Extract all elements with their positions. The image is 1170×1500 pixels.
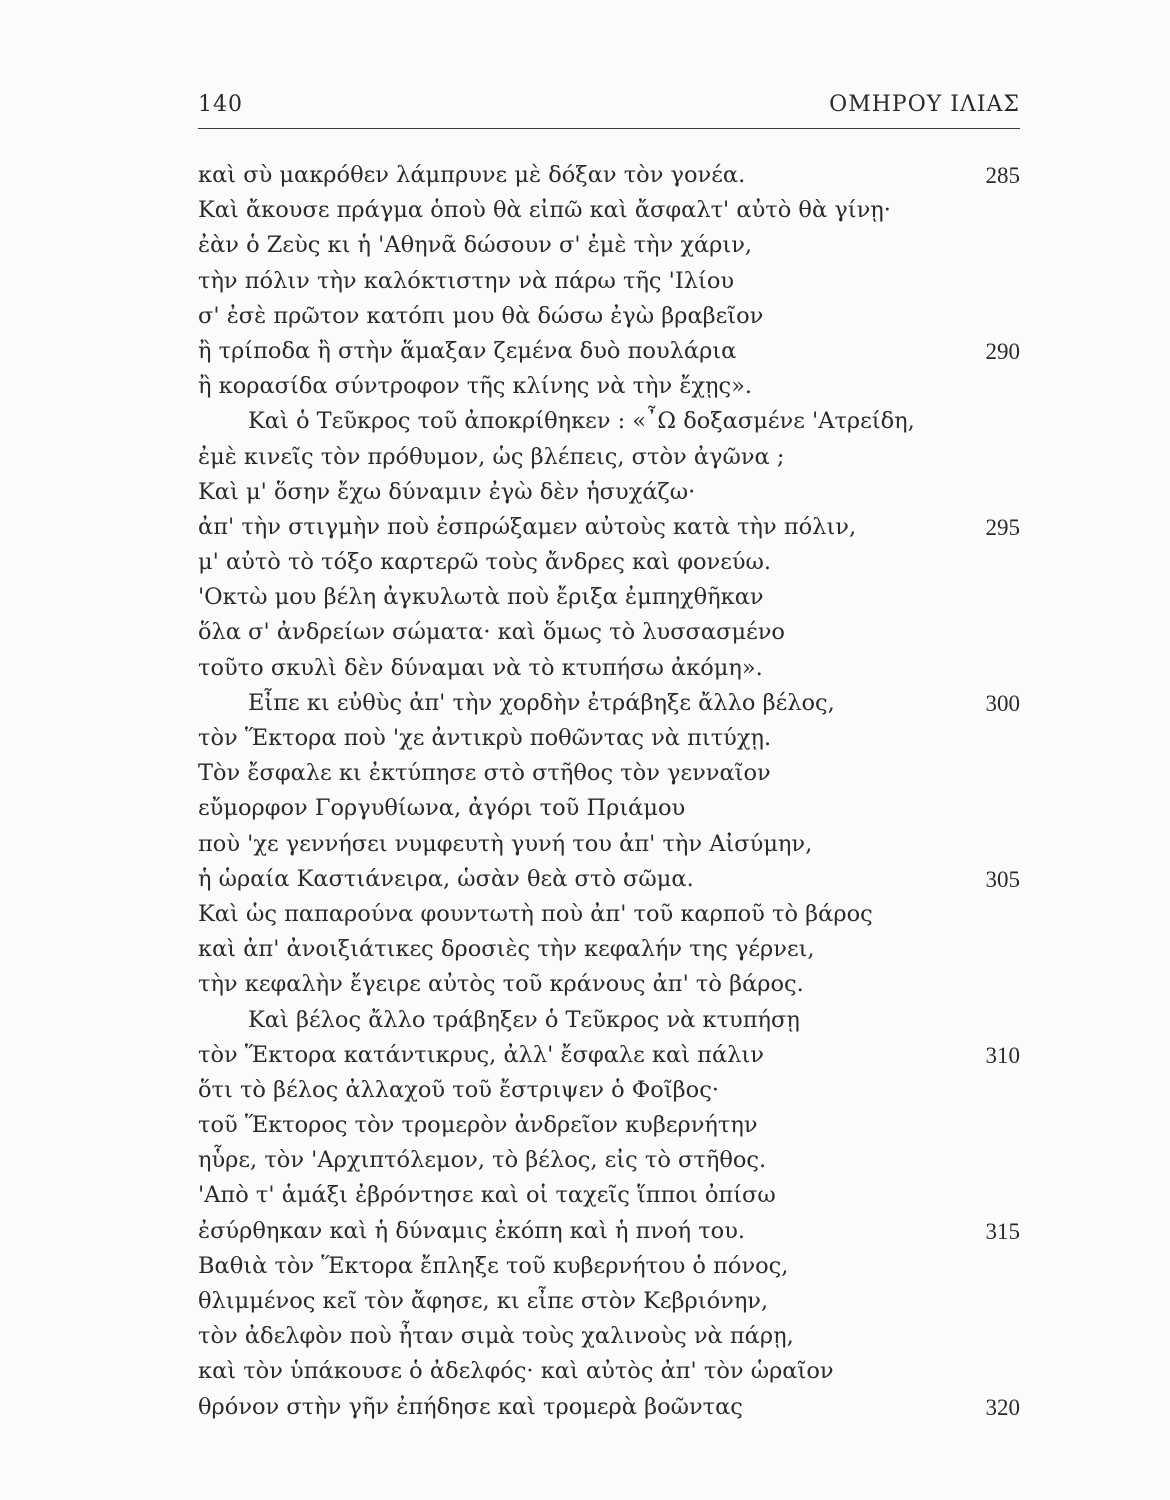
verse-line <box>198 967 1020 1002</box>
verse-text: ὅτι τὸ βέλος ἀλλαχοῦ τοῦ ἔστριψεν ὁ Φοῖβος· <box>198 1076 719 1103</box>
verse-line <box>198 1003 1020 1038</box>
verse-text: Βαθιὰ τὸν Ἕκτορα ἔπληξε τοῦ κυβερνήτου ὁ πόνος, <box>198 1252 789 1279</box>
line-number: 320 <box>985 1394 1020 1420</box>
verse-text: καὶ ἀπ' ἀνοιξιάτικες δροσιὲς τὴν κεφαλήν της γέρνει, <box>198 936 815 963</box>
verse-text: καὶ σὺ μακρόθεν λάμπρυνε μὲ δόξαν τὸν γονέα. <box>198 162 746 188</box>
verse-text: ἢ κορασίδα σύντροφον τῆς κλίνης νὰ τὴν ἔχῃς». <box>198 373 753 400</box>
page-header <box>198 92 1020 129</box>
verse-text: τὴν κεφαλὴν ἔγειρε αὐτὸς τοῦ κράνους ἀπ' τὸ βάρος. <box>198 971 804 998</box>
verse-line <box>198 1319 1020 1354</box>
verse-line <box>198 1108 1020 1143</box>
line-number: 305 <box>985 866 1020 892</box>
verse-line <box>198 932 1020 967</box>
verse-line <box>198 510 1020 545</box>
verse-text: τὸν Ἕκτορα κατάντικρυς, ἀλλ' ἔσφαλε καὶ πάλιν <box>198 1041 764 1068</box>
verse-line <box>198 1214 1020 1249</box>
verse-line <box>198 1390 1020 1425</box>
running-title: ΟΜΗΡΟΥ ΙΛΙΑΣ <box>829 92 1020 117</box>
verse-text: καὶ τὸν ὑπάκουσε ὁ ἀδελφός· καὶ αὐτὸς ἀπ' τὸν ὡραῖον <box>198 1358 834 1385</box>
verse-line <box>198 440 1020 475</box>
verse-line <box>198 897 1020 932</box>
verse-line <box>198 299 1020 334</box>
verse-text: σ' ἐσὲ πρῶτον κατόπι μου θὰ δώσω ἐγὼ βραβεῖον <box>198 302 764 329</box>
verse-line <box>198 862 1020 897</box>
verse-text: ἢ τρίποδα ἢ στὴν ἅμαξαν ζεμένα δυὸ πουλάρια <box>198 337 737 364</box>
verse-text: τὸν Ἕκτορα ποὺ 'χε ἀντικρὺ ποθῶντας νὰ πιτύχῃ. <box>198 725 772 751</box>
page-number: 140 <box>198 92 243 117</box>
verse-text: Καὶ βέλος ἄλλο τράβηξεν ὁ Τεῦκρος νὰ κτυπήσῃ <box>248 1006 800 1033</box>
verse-line <box>198 545 1020 580</box>
verse-block <box>198 158 1020 1425</box>
verse-text: τὴν πόλιν τὴν καλόκτιστην νὰ πάρω τῆς 'Ιλίου <box>198 267 735 294</box>
verse-line <box>198 1143 1020 1178</box>
verse-text: τὸν ἀδελφὸν ποὺ ἦταν σιμὰ τοὺς χαλινοὺς νὰ πάρῃ, <box>198 1323 794 1350</box>
verse-line <box>198 475 1020 510</box>
verse-text: ποὺ 'χε γεννήσει νυμφευτὴ γυνή του ἀπ' τὴν Αἰσύμην, <box>198 830 813 857</box>
verse-text: ἐὰν ὁ Ζεὺς κι ἡ 'Αθηνᾶ δώσουν σ' ἐμὲ τὴν χάριν, <box>198 232 753 259</box>
verse-line <box>198 615 1020 650</box>
verse-text: εὔμορφον Γοργυθίωνα, ἀγόρι τοῦ Πριάμου <box>198 795 686 822</box>
verse-text: ὅλα σ' ἀνδρείων σώματα· καὶ ὅμως τὸ λυσσασμένο <box>198 619 785 646</box>
verse-text: ἀπ' τὴν στιγμὴν ποὺ ἐσπρώξαμεν αὐτοὺς κατὰ τὴν πόλιν, <box>198 513 857 540</box>
line-number: 285 <box>985 163 1020 188</box>
line-number: 300 <box>985 690 1020 716</box>
verse-line <box>198 686 1020 721</box>
verse-line <box>198 791 1020 826</box>
verse-line <box>198 404 1020 439</box>
verse-line <box>198 1038 1020 1073</box>
verse-line <box>198 580 1020 615</box>
line-number: 315 <box>985 1218 1020 1244</box>
verse-text: Τὸν ἔσφαλε κι ἐκτύπησε στὸ στῆθος τὸν γενναῖον <box>198 760 771 787</box>
verse-line <box>198 334 1020 369</box>
verse-line <box>198 1178 1020 1213</box>
verse-text: μ' αὐτὸ τὸ τόξο καρτερῶ τοὺς ἄνδρες καὶ φονεύω. <box>198 549 772 576</box>
verse-line <box>198 158 1020 193</box>
verse-line <box>198 1354 1020 1389</box>
verse-text: τοῦ Ἕκτορος τὸν τρομερὸν ἀνδρεῖον κυβερνήτην <box>198 1112 758 1139</box>
verse-line <box>198 1073 1020 1108</box>
line-number: 290 <box>985 338 1020 364</box>
verse-text: ἡ ὡραία Καστιάνειρα, ὡσὰν θεὰ στὸ σῶμα. <box>198 865 694 892</box>
verse-text: Εἶπε κι εὐθὺς ἀπ' τὴν χορδὴν ἐτράβηξε ἄλλο βέλος, <box>248 689 835 716</box>
verse-text: 'Οκτὼ μου βέλη ἀγκυλωτὰ ποὺ ἔριξα ἐμπηχθῆκαν <box>198 584 764 611</box>
verse-text: ηὗρε, τὸν 'Αρχιπτόλεμον, τὸ βέλος, εἰς τὸ στῆθος. <box>198 1147 767 1174</box>
verse-text: Καὶ ἄκουσε πράγμα ὁποὺ θὰ εἰπῶ καὶ ἄσφαλτ' αὐτὸ θὰ γίνῃ· <box>198 197 891 224</box>
verse-text: 'Απὸ τ' ἁμάξι ἐβρόντησε καὶ οἱ ταχεῖς ἵπποι ὀπίσω <box>198 1182 776 1209</box>
verse-text: Καὶ ὁ Τεῦκρος τοῦ ἀποκρίθηκεν : «῏Ω δοξασμένε 'Ατρείδη, <box>248 408 915 435</box>
verse-line <box>198 264 1020 299</box>
verse-line <box>198 369 1020 404</box>
verse-line <box>198 228 1020 263</box>
verse-text: τοῦτο σκυλὶ δὲν δύναμαι νὰ τὸ κτυπήσω ἀκόμη». <box>198 654 763 681</box>
verse-text: ἐμὲ κινεῖς τὸν πρόθυμον, ὡς βλέπεις, στὸν ἀγῶνα ; <box>198 443 785 470</box>
verse-text: θλιμμένος κεῖ τὸν ἄφησε, κι εἶπε στὸν Κεβριόνην, <box>198 1288 769 1314</box>
verse-line <box>198 1284 1020 1319</box>
line-number: 310 <box>985 1042 1020 1068</box>
verse-text: ἐσύρθηκαν καὶ ἡ δύναμις ἐκόπη καὶ ἡ πνοή του. <box>198 1217 746 1244</box>
line-number: 295 <box>985 514 1020 540</box>
verse-line <box>198 1249 1020 1284</box>
verse-line <box>198 651 1020 686</box>
verse-line <box>198 756 1020 791</box>
verse-text: θρόνον στὴν γῆν ἐπήδησε καὶ τρομερὰ βοῶντας <box>198 1393 743 1420</box>
verse-line <box>198 827 1020 862</box>
verse-text: Καὶ ὡς παπαρούνα φουντωτὴ ποὺ ἀπ' τοῦ καρποῦ τὸ βάρος <box>198 900 873 927</box>
verse-line <box>198 193 1020 228</box>
verse-line <box>198 721 1020 756</box>
verse-text: Καὶ μ' ὅσην ἔχω δύναμιν ἐγὼ δὲν ἡσυχάζω· <box>198 478 696 505</box>
